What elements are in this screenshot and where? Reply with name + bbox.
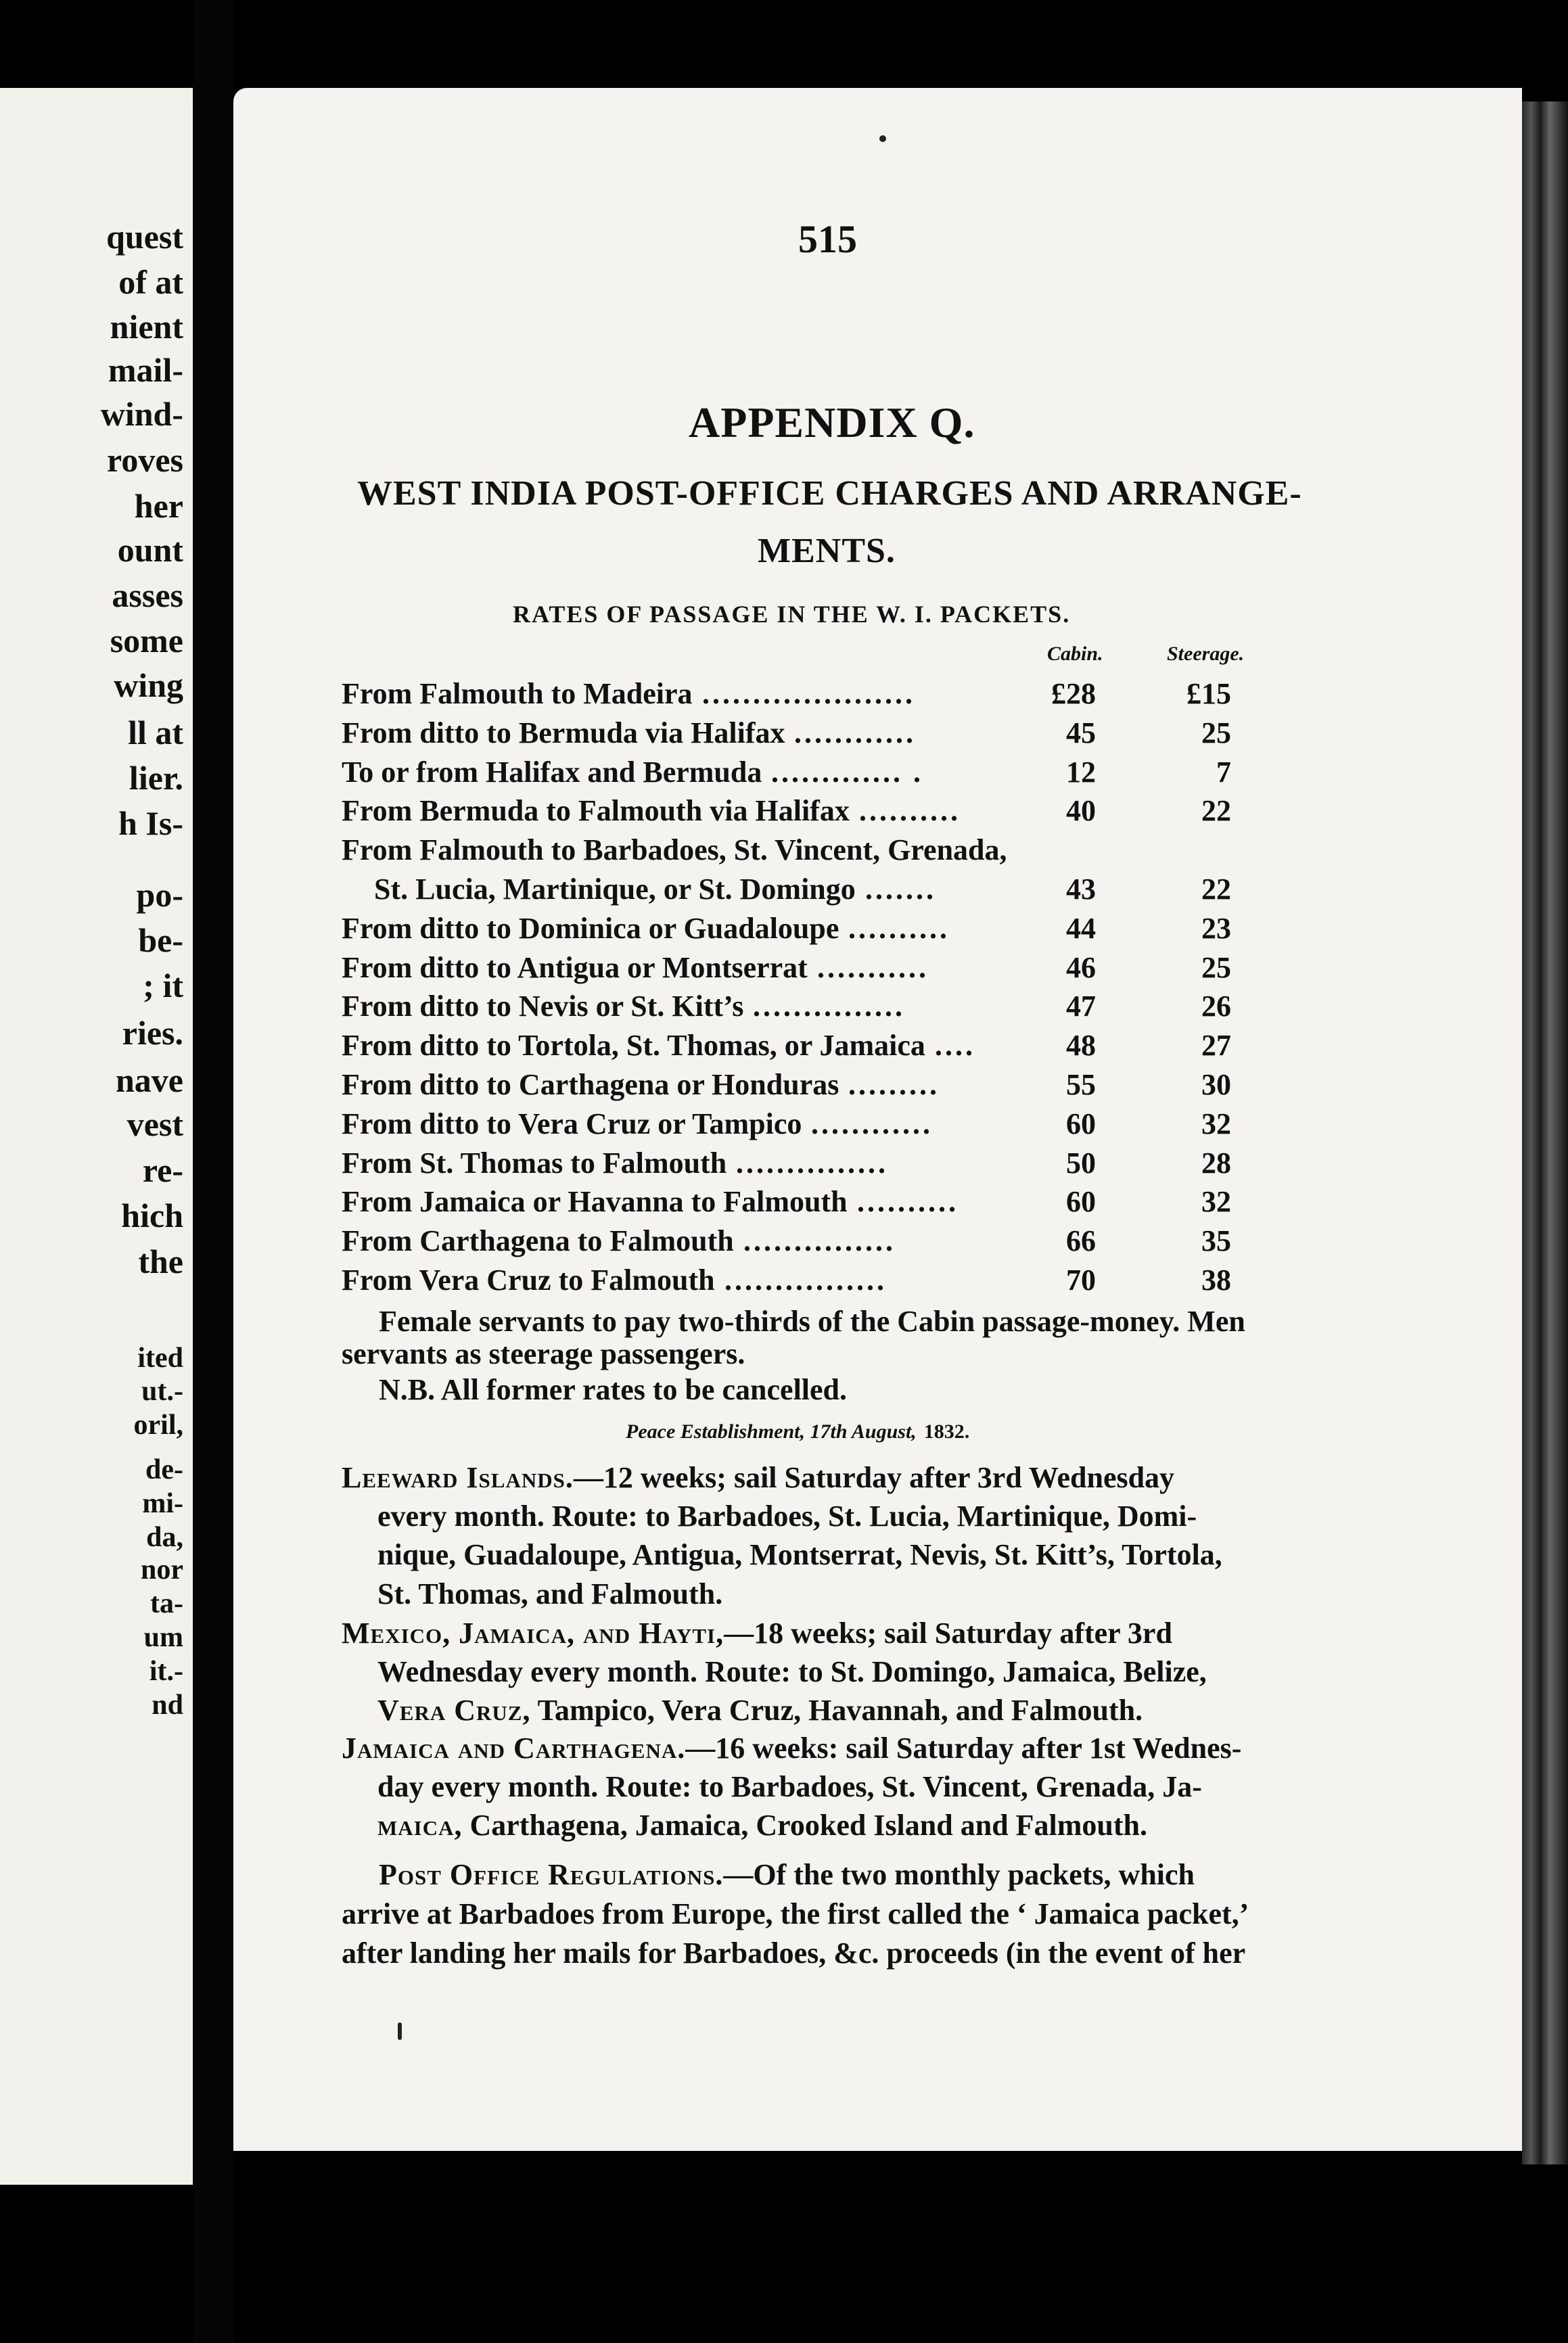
left-page-text-fragment: ut.- — [141, 1376, 183, 1407]
left-page-text-fragment: po- — [136, 876, 183, 914]
steerage-fare: 35 — [1201, 1224, 1231, 1257]
post-line1-text: —Of the two monthly packets, which — [723, 1858, 1195, 1891]
leeward-heading: Leeward Islands. — [342, 1461, 574, 1494]
leader-dots: ................ — [724, 1263, 887, 1297]
mexico-line3-text: Tampico, Vera Cruz, Havannah, and Falmouth. — [530, 1694, 1143, 1727]
rate-row — [342, 1146, 1289, 1185]
note-nb: N.B. All former rates to be cancelled. — [379, 1373, 848, 1406]
left-page-text-fragment: quest — [106, 218, 183, 256]
leeward-line1 — [342, 1463, 1174, 1493]
establishment-italic: Peace Establishment, 17th August, — [626, 1420, 917, 1443]
jamaica-line3-smallcaps: maica, — [377, 1809, 463, 1842]
steerage-fare: 27 — [1201, 1029, 1231, 1062]
rate-route: To or from Halifax and Bermuda — [342, 756, 762, 789]
leeward-line2: every month. Route: to Barbadoes, St. Lucia, Martinique, Domi- — [377, 1500, 1197, 1533]
left-page-text-fragment: nor — [141, 1554, 183, 1585]
rate-route: From Falmouth to Barbadoes, St. Vincent, Grenada, — [342, 833, 1007, 866]
rate-row — [342, 950, 1289, 990]
leeward-line1-text: —12 weeks; sail Saturday after 3rd Wednesday — [573, 1461, 1175, 1494]
leader-dots: ............... — [743, 1224, 896, 1257]
column-header-steerage: Steerage. — [1167, 643, 1245, 665]
post-line1 — [379, 1860, 1195, 1890]
left-page-text-fragment: the — [138, 1243, 183, 1280]
rate-route: St. Lucia, Martinique, or St. Domingo — [374, 873, 856, 906]
left-page-text-fragment: ount — [117, 531, 183, 569]
leader-dots: ............ — [811, 1107, 933, 1140]
rate-row — [342, 872, 1289, 911]
left-page-text-fragment: asses — [112, 576, 183, 614]
rate-row — [342, 989, 1289, 1028]
book-gutter — [193, 0, 233, 2343]
mexico-line1-text: —18 weeks; sail Saturday after 3rd — [724, 1617, 1172, 1650]
jamaica-line3-text: Carthagena, Jamaica, Crooked Island and Falmouth. — [462, 1809, 1148, 1842]
appendix-title: APPENDIX Q. — [689, 398, 975, 446]
leeward-line4: St. Thomas, and Falmouth. — [377, 1577, 723, 1610]
steerage-fare: £15 — [1186, 677, 1231, 710]
rate-row — [342, 1263, 1289, 1302]
steerage-fare: 38 — [1201, 1263, 1231, 1297]
steerage-fare: 23 — [1201, 912, 1231, 945]
cabin-fare: 50 — [1066, 1146, 1096, 1180]
column-header-cabin: Cabin. — [1047, 643, 1103, 665]
left-page-text-fragment: ; it — [143, 967, 183, 1004]
left-page-text-fragment: nave — [116, 1061, 183, 1099]
steerage-fare: 28 — [1201, 1146, 1231, 1180]
left-page-text-fragment: ll at — [128, 714, 183, 751]
left-page-text-fragment: oril, — [133, 1410, 183, 1441]
main-heading-line1: WEST INDIA POST-OFFICE CHARGES AND ARRANGE- — [357, 474, 1302, 513]
mexico-line1 — [342, 1619, 1172, 1648]
left-page-text-fragment: mi- — [142, 1488, 183, 1519]
cabin-fare: 70 — [1066, 1263, 1096, 1297]
cabin-fare: 12 — [1066, 756, 1096, 789]
mexico-line3 — [377, 1696, 1143, 1725]
ink-speck — [398, 2022, 402, 2040]
leader-dots: .......... — [848, 912, 950, 945]
steerage-fare: 32 — [1201, 1185, 1231, 1218]
rate-route: From Falmouth to Madeira — [342, 677, 693, 710]
rate-row — [342, 911, 1289, 950]
jamaica-line1-text: —16 weeks: sail Saturday after 1st Wednes- — [685, 1732, 1242, 1765]
rate-route: From ditto to Vera Cruz or Tampico — [342, 1107, 802, 1140]
establishment-year: 1832. — [923, 1420, 970, 1443]
left-page-text-fragment: it.- — [149, 1656, 183, 1687]
left-page-text-fragment: nd — [152, 1690, 183, 1721]
left-page-text-fragment: of at — [118, 263, 183, 301]
left-page-text-fragment: da, — [146, 1522, 183, 1553]
rate-row — [342, 676, 1289, 716]
rate-row — [342, 1028, 1289, 1067]
rate-route: From Bermuda to Falmouth via Halifax — [342, 794, 850, 827]
cabin-fare: £28 — [1051, 677, 1096, 710]
jamaica-heading: Jamaica and Carthagena. — [342, 1732, 686, 1765]
rate-route: From ditto to Carthagena or Honduras — [342, 1068, 839, 1101]
left-page-text-fragment: ries. — [122, 1014, 183, 1052]
leader-dots: ............. . — [771, 756, 923, 789]
left-page-text-fragment: re- — [142, 1151, 183, 1189]
steerage-fare: 22 — [1201, 873, 1231, 906]
steerage-fare: 7 — [1216, 756, 1231, 789]
left-page-text-fragment: wind- — [100, 395, 183, 433]
leader-dots: ......... — [848, 1068, 940, 1101]
rate-route: From ditto to Dominica or Guadaloupe — [342, 912, 839, 945]
page-number: 515 — [798, 217, 857, 261]
leader-dots: ............ — [794, 716, 916, 749]
left-page-text-fragment: wing — [114, 666, 183, 704]
cabin-fare: 45 — [1066, 716, 1096, 749]
page-edge — [1522, 101, 1568, 2164]
steerage-fare: 32 — [1201, 1107, 1231, 1140]
steerage-fare: 25 — [1201, 716, 1231, 749]
left-page-text-fragment: roves — [107, 441, 183, 479]
leader-dots: ....... — [865, 873, 936, 906]
steerage-fare: 22 — [1201, 794, 1231, 827]
rate-route: From ditto to Tortola, St. Thomas, or Jamaica — [342, 1029, 925, 1062]
left-page-text-fragment: some — [110, 622, 183, 659]
left-page-text-fragment: mail- — [108, 351, 183, 389]
jamaica-line2: day every month. Route: to Barbadoes, St. Vincent, Grenada, Ja- — [377, 1770, 1202, 1803]
cabin-fare: 46 — [1066, 951, 1096, 984]
note-female-line1: Female servants to pay two-thirds of the Cabin passage-money. Men — [379, 1305, 1245, 1338]
leader-dots: ........... — [817, 951, 929, 984]
rate-route: From Vera Cruz to Falmouth — [342, 1263, 715, 1297]
cabin-fare: 55 — [1066, 1068, 1096, 1101]
post-line2: arrive at Barbadoes from Europe, the first called the ‘ Jamaica packet,’ — [342, 1897, 1249, 1930]
leader-dots: ............... — [736, 1146, 888, 1180]
rate-row — [342, 833, 1289, 872]
steerage-fare: 26 — [1201, 990, 1231, 1023]
left-page-text-fragment: her — [134, 487, 183, 525]
rate-row — [342, 716, 1289, 755]
cabin-fare: 47 — [1066, 990, 1096, 1023]
cabin-fare: 44 — [1066, 912, 1096, 945]
leader-dots: .... — [935, 1029, 975, 1062]
jamaica-line1 — [342, 1734, 1241, 1763]
left-page-text-fragment: ta- — [150, 1588, 183, 1619]
left-page-text-fragment: de- — [145, 1454, 183, 1485]
leader-dots: ..................... — [702, 677, 915, 710]
note-female-line2: servants as steerage passengers. — [342, 1337, 745, 1370]
steerage-fare: 25 — [1201, 951, 1231, 984]
cabin-fare: 43 — [1066, 873, 1096, 906]
rate-route: From ditto to Nevis or St. Kitt’s — [342, 990, 744, 1023]
rate-route: From St. Thomas to Falmouth — [342, 1146, 727, 1180]
rate-row — [342, 1107, 1289, 1146]
left-page-fragment — [0, 88, 193, 2185]
jamaica-line3 — [377, 1811, 1147, 1840]
left-page-text-fragment: lier. — [129, 759, 183, 797]
ink-speck — [879, 135, 886, 142]
post-heading: Post Office Regulations. — [379, 1858, 724, 1891]
post-line3: after landing her mails for Barbadoes, &c. proceeds (in the event of her — [342, 1936, 1246, 1970]
leader-dots: .......... — [859, 794, 961, 827]
rate-route: From ditto to Antigua or Montserrat — [342, 951, 808, 984]
rate-row — [342, 755, 1289, 794]
cabin-fare: 60 — [1066, 1185, 1096, 1218]
left-page-text-fragment: be- — [138, 921, 183, 959]
steerage-fare: 30 — [1201, 1068, 1231, 1101]
cabin-fare: 48 — [1066, 1029, 1096, 1062]
left-page-text-fragment: h Is- — [118, 804, 183, 842]
rates-subheading: RATES OF PASSAGE IN THE W. I. PACKETS. — [513, 601, 1071, 628]
rate-row — [342, 793, 1289, 833]
mexico-heading: Mexico, Jamaica, and Hayti, — [342, 1617, 724, 1650]
rate-row — [342, 1184, 1289, 1224]
rate-row — [342, 1067, 1289, 1107]
rate-route: From ditto to Bermuda via Halifax — [342, 716, 785, 749]
left-page-text-fragment: um — [143, 1622, 183, 1653]
left-page-text-fragment: nient — [110, 308, 183, 346]
left-page-text-fragment: hich — [121, 1197, 183, 1234]
rate-route: From Carthagena to Falmouth — [342, 1224, 734, 1257]
rate-route: From Jamaica or Havanna to Falmouth — [342, 1185, 848, 1218]
mexico-line3-smallcaps: Vera Cruz, — [377, 1694, 531, 1727]
main-heading-line2: MENTS. — [758, 532, 896, 570]
rate-row — [342, 1224, 1289, 1263]
leader-dots: ............... — [753, 990, 905, 1023]
establishment-note — [626, 1414, 969, 1443]
left-page-text-fragment: vest — [126, 1105, 183, 1143]
left-page-text-fragment: ited — [137, 1343, 183, 1374]
leeward-line3: nique, Guadaloupe, Antigua, Montserrat, Nevis, St. Kitt’s, Tortola, — [377, 1538, 1222, 1571]
cabin-fare: 40 — [1066, 794, 1096, 827]
cabin-fare: 66 — [1066, 1224, 1096, 1257]
cabin-fare: 60 — [1066, 1107, 1096, 1140]
mexico-line2: Wednesday every month. Route: to St. Domingo, Jamaica, Belize, — [377, 1655, 1207, 1688]
leader-dots: .......... — [857, 1185, 959, 1218]
